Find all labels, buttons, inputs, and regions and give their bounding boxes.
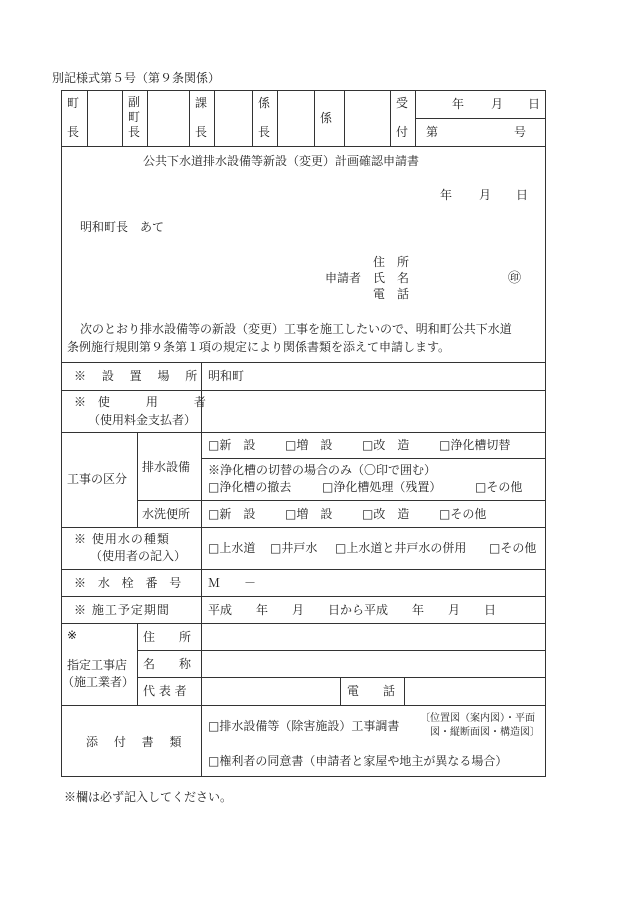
fukucho-char-2: 町 xyxy=(128,110,141,124)
user-sublabel: （使用料金支払者） xyxy=(88,413,197,427)
meter-label: ※ 水 栓 番 号 xyxy=(74,576,186,590)
kakaricho-char-1: 係 xyxy=(258,96,271,110)
water-option-other[interactable]: □その他 xyxy=(489,541,537,555)
contractor-sublabel: （施工業者） xyxy=(62,675,135,689)
haisui-option-modify[interactable]: □改 造 xyxy=(362,438,410,452)
jokaso-note: ※浄化槽の切替の場合のみ（〇印で囲む） xyxy=(208,463,437,477)
form-title: 公共下水道排水設備等新設（変更）計画確認申請書 xyxy=(143,154,420,168)
receipt-month: 月 xyxy=(491,97,504,111)
body-text-line-2: 条例施行規則第９条第１項の規定により関係書類を添えて申請します。 xyxy=(67,340,451,354)
cho-char-2: 長 xyxy=(67,125,80,139)
haisui-label: 排水設備 xyxy=(142,460,191,474)
kakaricho-char-2: 長 xyxy=(258,125,271,139)
contractor-rep-field[interactable] xyxy=(208,682,336,700)
contractor-label: 指定工事店 xyxy=(67,658,128,672)
contractor-phone-label: 電 話 xyxy=(347,684,396,698)
date-month: 月 xyxy=(479,188,492,202)
addressee: 明和町長 あて xyxy=(80,220,165,234)
suisen-option-modify[interactable]: □改 造 xyxy=(362,507,410,521)
period-label: ※ 施工予定期間 xyxy=(74,603,170,617)
suisen-option-new[interactable]: □新 設 xyxy=(208,507,256,521)
cho-char-1: 町 xyxy=(67,96,80,110)
jokaso-option-remove[interactable]: □浄化槽の撤去 xyxy=(208,480,292,494)
applicant-phone-label: 電 話 xyxy=(373,287,410,301)
location-label: ※ 設 置 場 所 xyxy=(74,369,204,383)
contractor-name-label: 名 称 xyxy=(143,657,192,671)
user-label: ※ 使 用 者 xyxy=(74,395,210,409)
receipt-go: 号 xyxy=(514,125,527,139)
attachment-item-1[interactable]: □排水設備等（除害施設）工事調書 xyxy=(208,719,400,733)
form-number: 別記様式第５号（第９条関係） xyxy=(52,71,221,85)
receipt-day: 日 xyxy=(528,97,541,111)
fukucho-char-1: 副 xyxy=(128,95,141,109)
work-label: 工事の区分 xyxy=(67,472,128,486)
fukucho-char-3: 長 xyxy=(128,125,141,139)
water-sublabel: （使用者の記入） xyxy=(90,549,187,563)
water-option-jousui[interactable]: □上水道 xyxy=(208,541,256,555)
meter-value[interactable]: Ｍ － xyxy=(208,576,257,590)
suisen-option-other[interactable]: □その他 xyxy=(439,507,487,521)
footnote: ※欄は必ず記入してください。 xyxy=(64,790,233,804)
contractor-name-field[interactable] xyxy=(208,655,538,673)
body-text-line-1: 次のとおり排水設備等の新設（変更）工事を施工したいので、明和町公共下水道 xyxy=(80,322,512,336)
suisen-option-add[interactable]: □増 設 xyxy=(285,507,333,521)
contractor-mark: ※ xyxy=(67,628,78,642)
uketsuke-char-1: 受 xyxy=(396,96,409,110)
haisui-option-new[interactable]: □新 設 xyxy=(208,438,256,452)
haisui-option-add[interactable]: □増 設 xyxy=(285,438,333,452)
attachments-label: 添 付 書 類 xyxy=(86,735,188,749)
jokaso-option-keep[interactable]: □浄化槽処理（残置） xyxy=(322,480,442,494)
user-field[interactable] xyxy=(208,404,538,424)
contractor-phone-field[interactable] xyxy=(410,682,540,700)
water-option-ido[interactable]: □井戸水 xyxy=(270,541,318,555)
uketsuke-char-2: 付 xyxy=(396,125,409,139)
water-option-both[interactable]: □上水道と井戸水の併用 xyxy=(335,541,467,555)
location-value[interactable]: 明和町 xyxy=(208,369,245,383)
receipt-dai: 第 xyxy=(426,125,439,139)
period-value[interactable]: 平成 年 月 日から平成 年 月 日 xyxy=(208,603,497,617)
applicant-label: 申請者 xyxy=(325,271,362,285)
contractor-address-field[interactable] xyxy=(208,628,538,646)
jokaso-option-other[interactable]: □その他 xyxy=(475,480,523,494)
contractor-address-label: 住 所 xyxy=(143,630,192,644)
kacho-char-2: 長 xyxy=(195,125,208,139)
receipt-year: 年 xyxy=(452,97,465,111)
attachment-item-1-note-1: 〔位置図（案内図）・平面 xyxy=(420,713,535,724)
kakari-label: 係 xyxy=(320,111,333,125)
contractor-rep-label: 代 表 者 xyxy=(143,684,187,698)
seal-mark: ㊞ xyxy=(508,271,522,286)
attachment-item-1-note-2: 図・縦断面図・構造図〕 xyxy=(430,727,540,738)
suisen-label: 水洗便所 xyxy=(142,507,191,521)
date-day: 日 xyxy=(516,188,529,202)
applicant-address-label: 住 所 xyxy=(373,255,410,269)
kacho-char-1: 課 xyxy=(195,96,208,110)
haisui-option-jokaso[interactable]: □浄化槽切替 xyxy=(439,438,511,452)
applicant-name-label: 氏 名 xyxy=(373,271,410,285)
attachment-item-2[interactable]: □権利者の同意書（申請者と家屋や地主が異なる場合） xyxy=(208,754,508,768)
date-year: 年 xyxy=(440,188,453,202)
water-label: ※ 使用水の種類 xyxy=(74,532,170,546)
